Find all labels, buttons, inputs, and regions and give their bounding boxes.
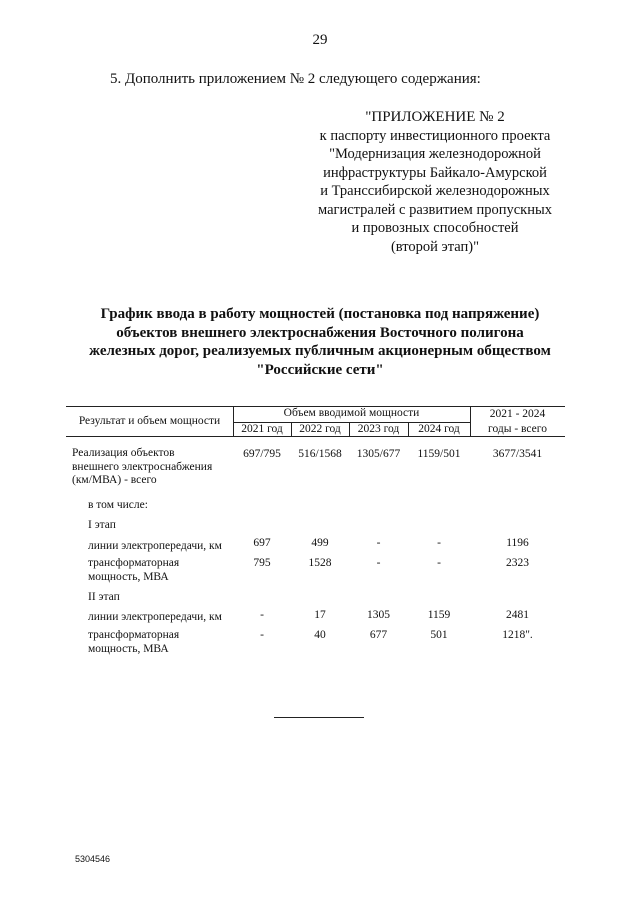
table-cell: 697 [253,537,271,549]
row-label-lines: линии электропередачи, км [88,540,222,552]
table-cell: 677 [369,629,388,641]
row-label-including: в том числе: [88,499,148,511]
table-cell: - [376,537,381,549]
table-cell: 1305 [367,609,390,621]
appendix-title: "ПРИЛОЖЕНИЕ № 2 [365,109,505,125]
row-label-total: Реализация объектов внешнего электроснабжения (км/МВА) - всего [72,447,213,486]
table-cell: - [260,629,264,641]
table-cell: 697/795 [243,448,281,460]
table-cell: 40 [314,629,326,641]
appendix-line: инфраструктуры Байкало-Амурской [323,164,547,181]
table-cell: 501 [430,629,448,641]
table-cell: 795 [253,557,271,569]
table-cell: - [376,557,381,569]
table-cell: 1218". [502,629,533,641]
table-header-bottom-rule [66,436,565,437]
table-header-capacity: Объем вводимой мощности [283,407,420,419]
schedule-title-line: объектов внешнего электроснабжения Восточного полигона [116,324,524,341]
table-cell: 1305/677 [356,448,401,460]
table-header-year: 2021 год [241,423,283,435]
table-cell: 1196 [506,537,529,549]
instruction-text: 5. Дополнить приложением № 2 следующего содержания: [110,71,481,87]
appendix-line: и провозных способностей [351,220,519,236]
appendix-line: к паспорту инвестиционного проекта [319,127,551,144]
schedule-title-line: "Российские сети" [256,361,384,378]
schedule-title [60,305,580,379]
table-cell: 499 [311,537,329,549]
table-cell: 3677/3541 [492,448,543,460]
row-label-stage: I этап [88,519,116,531]
document-code: 5304546 [75,854,111,864]
appendix-line: (второй этап)" [390,238,480,255]
row-label-lines: линии электропередачи, км [88,611,222,623]
page-number: 29 [312,32,328,48]
appendix-heading [290,108,580,256]
table-header-year: 2024 год [418,423,460,435]
table-cell: - [437,557,441,569]
table-cell: 1159/501 [417,448,461,460]
table-header-year: 2023 год [357,423,400,435]
footer-rule [274,717,364,718]
appendix-line: магистралей с развитием пропускных [318,201,552,218]
table-header-year: 2022 год [299,423,341,435]
row-label-transformer: трансформаторная мощность, МВА [88,557,180,583]
table-cell: 2481 [506,609,529,621]
schedule-title-line: График ввода в работу мощностей (постановка под напряжение) [100,306,540,322]
schedule-title-line: железных дорог, реализуемых публичным акционерным обществом [89,343,551,359]
table-cell: - [260,609,264,621]
table-header-result: Результат и объем мощности [78,415,221,427]
table-header-total: 2021 - 2024 [489,408,546,420]
appendix-line: "Модернизация железнодорожной [329,146,541,162]
row-label-transformer: трансформаторная мощность, МВА [88,629,180,655]
appendix-line: и Транссибирской железнодорожных [320,183,550,199]
table-cell: 1159 [427,609,451,621]
row-label-stage: II этап [88,591,120,603]
table-cell: 2323 [506,557,529,569]
table-header-total-sub: годы - всего [488,423,547,435]
table-cell: 17 [314,609,326,621]
table-cell: 516/1568 [298,448,342,460]
table-cell: - [437,537,441,549]
table-cell: 1528 [308,557,332,569]
